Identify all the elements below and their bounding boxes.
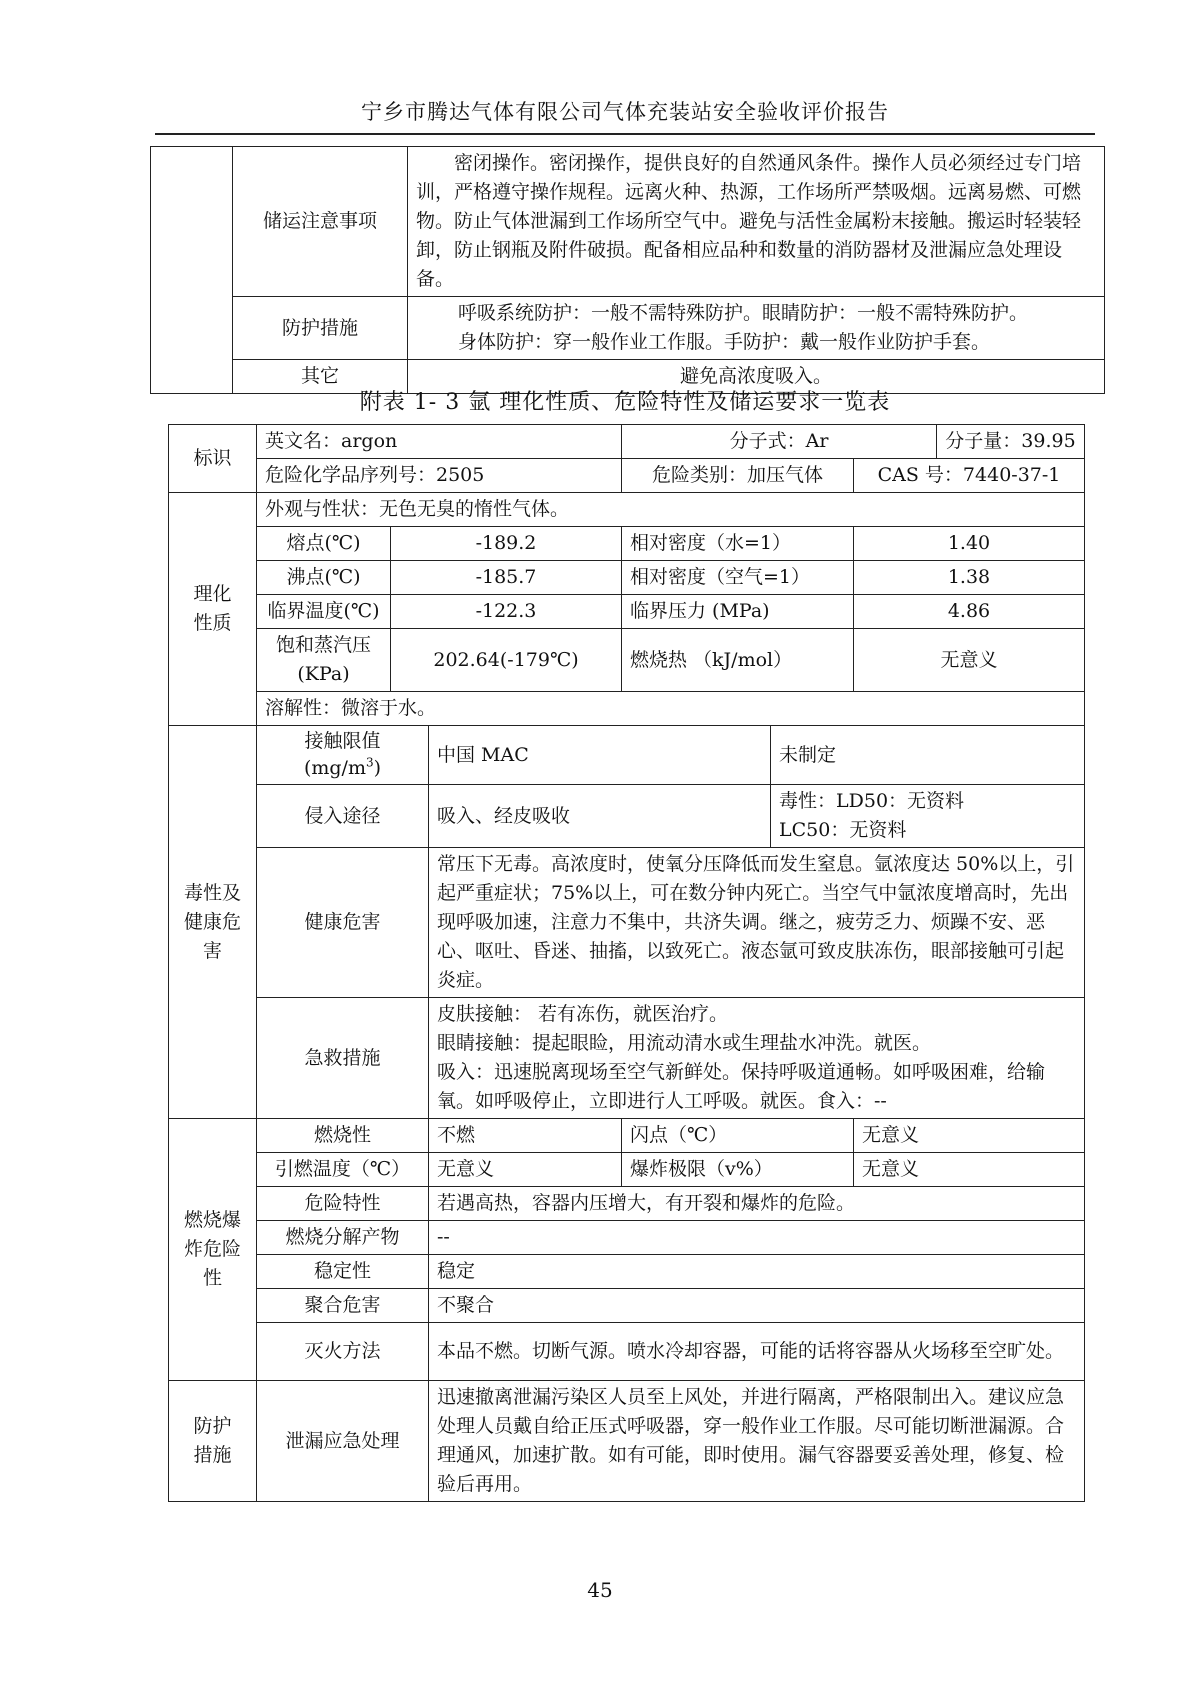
physchem-prop: 相对密度（水=1） (622, 527, 854, 561)
molecular-weight: 分子量：39.95 (937, 425, 1085, 459)
protect-text (408, 297, 1105, 360)
toxicity-ld50: 毒性：LD50：无资料 (779, 790, 965, 812)
page-number: 45 (587, 1578, 613, 1602)
physchem-prop: 相对密度（空气=1） (622, 561, 854, 595)
page-header: 宁乡市腾达气体有限公司气体充装站安全验收评价报告 (361, 100, 889, 124)
toxicity-label: 毒性及 健康危 害 (169, 726, 257, 1119)
table-caption: 附表 1- 3 氩 理化性质、危险特性及储运要求一览表 (359, 390, 891, 415)
leak-response-label: 泄漏应急处理 (257, 1381, 429, 1502)
physchem-value: -122.3 (391, 595, 622, 629)
physchem-prop: 临界温度(℃) (257, 595, 391, 629)
appearance: 外观与性状：无色无臭的惰性气体。 (257, 493, 1085, 527)
physchem-prop: 燃烧热 （kJ/mol） (622, 629, 854, 692)
ident-label: 标识 (169, 425, 257, 493)
previous-msds-table (150, 146, 1105, 394)
protect-line-2: 身体防护：穿一般作业工作服。手防护：戴一般作业防护手套。 (458, 331, 991, 353)
header-rule (155, 133, 1095, 135)
decomposition-value: -- (429, 1221, 1085, 1255)
physchem-label: 理化 性质 (169, 493, 257, 726)
decomposition-label: 燃烧分解产物 (257, 1221, 429, 1255)
entry-route-label: 侵入途径 (257, 785, 429, 848)
english-name: 英文名：argon (257, 425, 622, 459)
first-aid-eyes: 眼睛接触：提起眼睑，用流动清水或生理盐水冲洗。就医。 (437, 1032, 932, 1054)
hazard-property-label: 危险特性 (257, 1187, 429, 1221)
health-hazard-text: 常压下无毒。高浓度时，使氧分压降低而发生窒息。氩浓度达 50%以上，引起严重症状；75%以上，可在数分钟内死亡。当空气中氩浓度增高时，先出现呼吸加速，注意力不集中，共济失调。继之，疲劳乏力、烦躁不安、恶心、呕吐、昏迷、抽搐，以致死亡。液态氩可致皮肤冻伤，眼部接触可引起炎症。 (429, 848, 1085, 998)
physchem-prop: 熔点(℃) (257, 527, 391, 561)
exposure-limit-label: 接触限值 $(mg/m^3)$ (257, 726, 429, 785)
molecular-formula: 分子式：Ar (622, 425, 937, 459)
physchem-value: -185.7 (391, 561, 622, 595)
combustibility-label: 燃烧性 (257, 1119, 429, 1153)
hazard-property-value: 若遇高热，容器内压增大，有开裂和爆炸的危险。 (429, 1187, 1085, 1221)
explosion-limit-label: 爆炸极限（v%） (622, 1153, 854, 1187)
physchem-prop: 沸点(℃) (257, 561, 391, 595)
extinguish-value: 本品不燃。切断气源。喷水冷却容器，可能的话将容器从火场移至空旷处。 (429, 1323, 1085, 1381)
combustibility-value: 不燃 (429, 1119, 622, 1153)
entry-route-value: 吸入、经皮吸收 (429, 785, 771, 848)
toxicity-value (771, 785, 1085, 848)
physchem-prop: 饱和蒸汽压(KPa) (257, 629, 391, 692)
storage-text: 密闭操作。密闭操作，提供良好的自然通风条件。操作人员必须经过专门培训，严格遵守操作规程。远离火种、热源，工作场所严禁吸烟。远离易燃、可燃物。防止气体泄漏到工作场所空气中。避免与活性金属粉末接触。搬运时轻装轻卸，防止钢瓶及附件破损。配备相应品种和数量的消防器材及泄漏应急处理设备。 (408, 147, 1105, 297)
physchem-value: 无意义 (854, 629, 1085, 692)
fire-hazard-label: 燃烧爆 炸危险 性 (169, 1119, 257, 1381)
ignition-temp-label: 引燃温度（℃） (257, 1153, 429, 1187)
exposure-limit-value: 未制定 (771, 726, 1085, 785)
protect-label: 防护措施 (233, 297, 408, 360)
storage-label: 储运注意事项 (233, 147, 408, 297)
argon-msds-table (168, 424, 1085, 1502)
explosion-limit-value: 无意义 (854, 1153, 1085, 1187)
leak-response-text: 迅速撤离泄漏污染区人员至上风处，并进行隔离，严格限制出入。建议应急处理人员戴自给正压式呼吸器，穿一般作业工作服。尽可能切断泄漏源。合理通风，加速扩散。如有可能，即时使用。漏气容器要妥善处理，修复、检验后再用。 (429, 1381, 1085, 1502)
ignition-temp-value: 无意义 (429, 1153, 622, 1187)
toxicity-lc50: LC50：无资料 (779, 819, 907, 841)
stability-label: 稳定性 (257, 1255, 429, 1289)
solubility: 溶解性：微溶于水。 (257, 692, 1085, 726)
first-aid-skin: 皮肤接触： 若有冻伤，就医治疗。 (437, 1003, 729, 1025)
cas-number: CAS 号：7440-37-1 (854, 459, 1085, 493)
flash-point-label: 闪点（℃） (622, 1119, 854, 1153)
hazchem-serial: 危险化学品序列号：2505 (257, 459, 622, 493)
other-text: 避免高浓度吸入。 (408, 360, 1105, 394)
physchem-value: 4.86 (854, 595, 1085, 629)
exposure-limit-standard: 中国 MAC (429, 726, 771, 785)
polymerization-value: 不聚合 (429, 1289, 1085, 1323)
flash-point-value: 无意义 (854, 1119, 1085, 1153)
health-hazard-label: 健康危害 (257, 848, 429, 998)
physchem-value: 202.64(-179℃) (391, 629, 622, 692)
other-label: 其它 (233, 360, 408, 394)
first-aid-text (429, 998, 1085, 1119)
protect-line-1: 呼吸系统防护：一般不需特殊防护。眼睛防护：一般不需特殊防护。 (458, 302, 1029, 324)
hazard-class: 危险类别：加压气体 (622, 459, 854, 493)
first-aid-label: 急救措施 (257, 998, 429, 1119)
physchem-prop: 临界压力 (MPa) (622, 595, 854, 629)
physchem-value: -189.2 (391, 527, 622, 561)
first-aid-inhalation: 吸入：迅速脱离现场至空气新鲜处。保持呼吸道通畅。如呼吸困难，给输氧。如呼吸停止，立即进行人工呼吸。就医。食入：-- (437, 1061, 1046, 1112)
extinguish-label: 灭火方法 (257, 1323, 429, 1381)
stability-value: 稳定 (429, 1255, 1085, 1289)
polymerization-label: 聚合危害 (257, 1289, 429, 1323)
protection-label: 防护 措施 (169, 1381, 257, 1502)
physchem-value: 1.40 (854, 527, 1085, 561)
prev-table-category-cell (151, 147, 233, 394)
physchem-value: 1.38 (854, 561, 1085, 595)
